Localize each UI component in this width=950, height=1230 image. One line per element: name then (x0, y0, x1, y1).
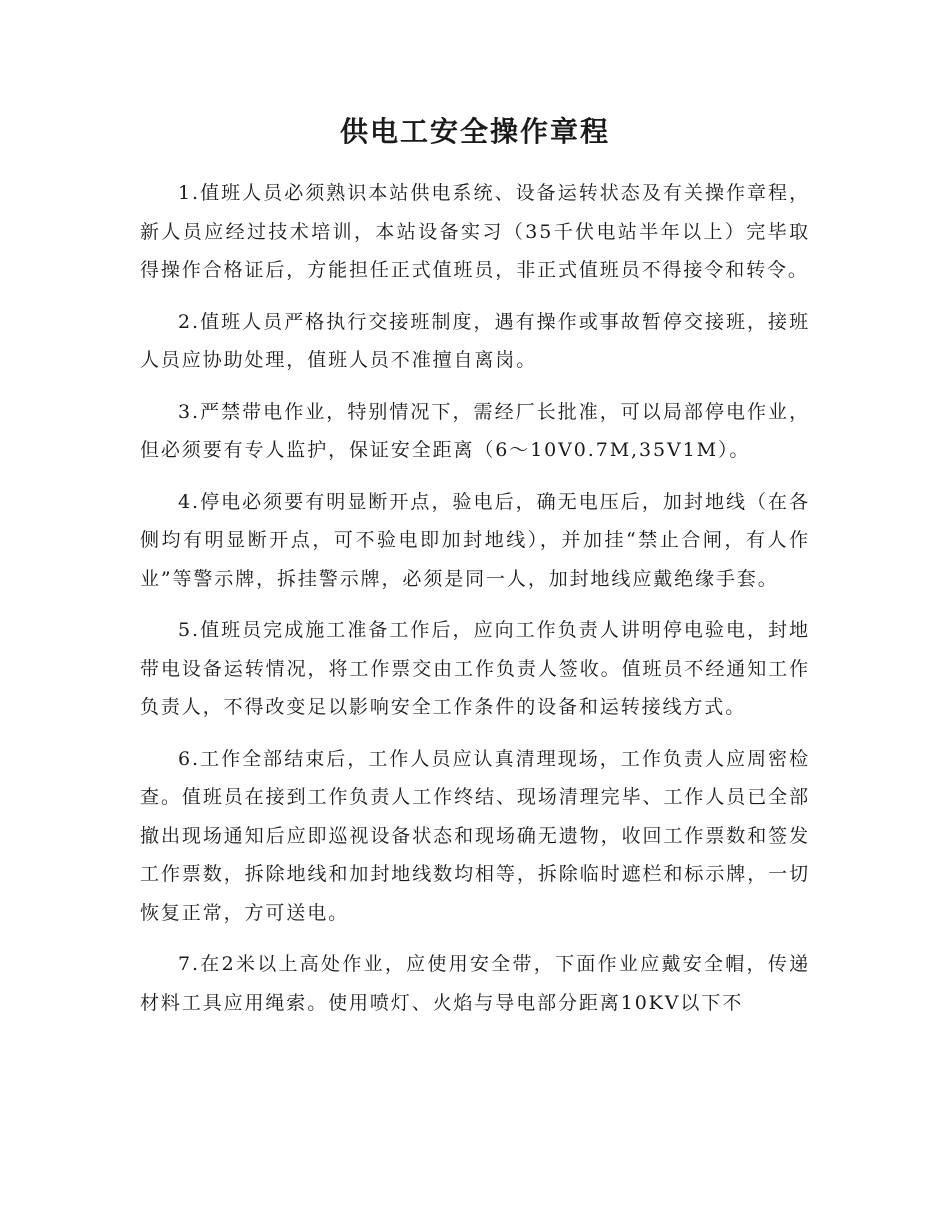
paragraph-5: 5.值班员完成施工准备工作后，应向工作负责人讲明停电验电，封地带电设备运转情况，将工作票交由工作负责人签收。值班员不经通知工作负责人，不得改变足以影响安全工作条件的设备和运转接线方式。 (140, 619, 810, 718)
paragraph-4: 4.停电必须要有明显断开点，验电后，确无电压后，加封地线（在各侧均有明显断开点，可不验电即加封地线），并加挂“禁止合闸，有人作业”等警示牌，拆挂警示牌，必须是同一人，加封地线应戴绝缘手套。 (140, 490, 810, 590)
document-title: 供电工安全操作章程 (339, 115, 610, 148)
paragraph-6: 6.工作全部结束后，工作人员应认真清理现场，工作负责人应周密检查。值班员在接到工作负责人工作终结、现场清理完毕、工作人员已全部撤出现场通知后应即巡视设备状态和现场确无遗物，收回工作票数和签发工作票数，拆除地线和加封地线数均相等，拆除临时遮栏和标示牌，一切恢复正常，方可送电。 (140, 747, 810, 924)
paragraph-1: 1.值班人员必须熟识本站供电系统、设备运转状态及有关操作章程，新人员应经过技术培训，本站设备实习（35千伏电站半年以上）完毕取得操作合格证后，方能担任正式值班员，非正式值班员不得接令和转令。 (140, 182, 810, 281)
paragraph-7: 7.在2米以上高处作业，应使用安全带，下面作业应戴安全帽，传递材料工具应用绳索。使用喷灯、火焰与导电部分距离10KV以下不 (140, 953, 810, 1014)
paragraph-2: 2.值班人员严格执行交接班制度，遇有操作或事故暂停交接班，接班人员应协助处理，值班人员不准擅自离岗。 (140, 310, 810, 371)
paragraph-3: 3.严禁带电作业，特别情况下，需经厂长批准，可以局部停电作业，但必须要有专人监护，保证安全距离（6～10V0.7M,35V1M）。 (140, 400, 810, 461)
